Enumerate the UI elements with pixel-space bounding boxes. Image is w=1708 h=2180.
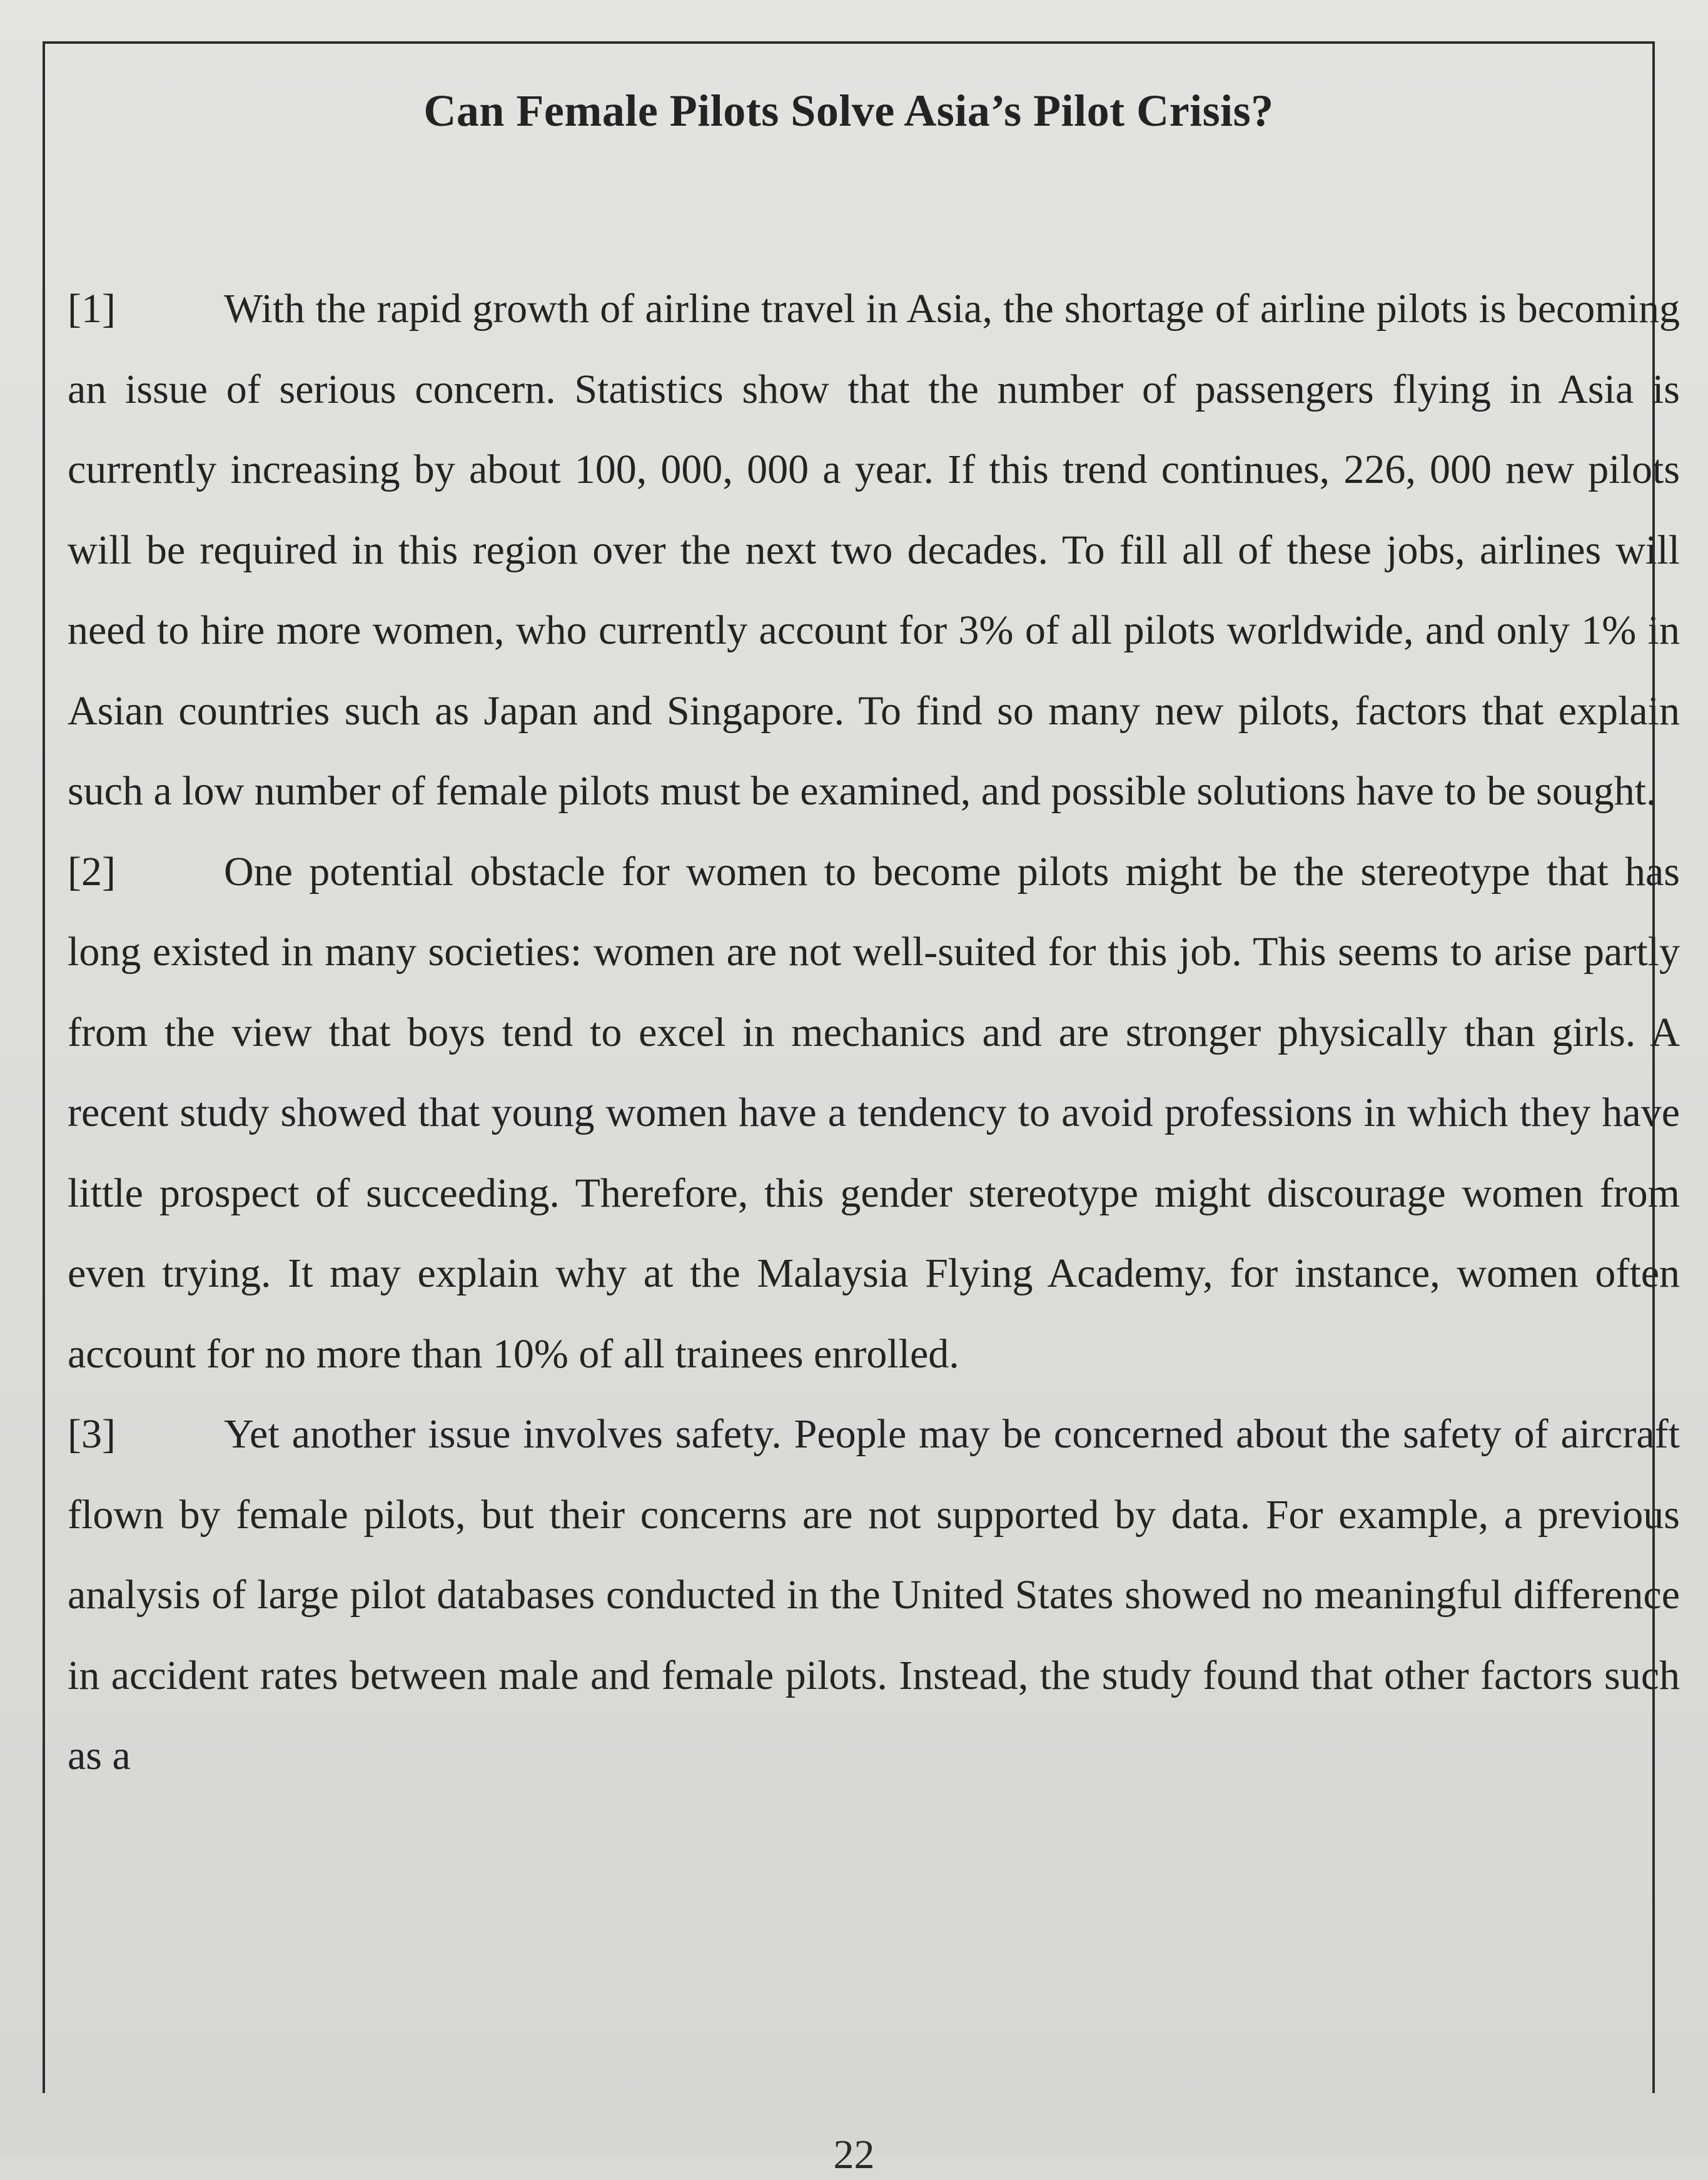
paragraph-text: One potential obstacle for women to become pilots might be the stereotype that has long existed in many societies: women are not well-suited for this job. This seems to arise partly from the view that boys tend to excel in mechanics and are stronger physically than girls. A recent study showed that young women have a tendency to avoid professions in which they have little prospect of succeeding. Therefore, this gender stereotype might discourage women from even trying. It may explain why at the Malaysia Flying Academy, for instance, women often account for no more than 10% of all trainees enrolled. bbox=[68, 848, 1680, 1377]
document-title: Can Female Pilots Solve Asia’s Pilot Crisis? bbox=[423, 86, 1274, 136]
paragraph-number: [3] bbox=[68, 1411, 116, 1457]
paragraph-number: [1] bbox=[68, 286, 116, 332]
paragraph-3 bbox=[68, 1394, 1680, 1797]
paragraph-2 bbox=[68, 832, 1680, 1395]
document-body bbox=[68, 269, 1680, 1797]
paragraph-text: With the rapid growth of airline travel in Asia, the shortage of airline pilots is becoming an issue of serious concern. Statistics show that the number of passengers flying in Asia is currently increasing by about 100, 000, 000 a year. If this trend continues, 226, 000 new pilots will be required in this region over the next two decades. To fill all of these jobs, airlines will need to hire more women, who currently account for 3% of all pilots worldwide, and only 1% in Asian countries such as Japan and Singapore. To find so many new pilots, factors that explain such a low number of female pilots must be examined, and possible solutions have to be sought. bbox=[68, 286, 1680, 814]
paragraph-text: Yet another issue involves safety. People may be concerned about the safety of aircraft flown by female pilots, but their concerns are not supported by data. For example, a previous analysis of large pilot databases conducted in the United States showed no meaningful difference in accident rates between male and female pilots. Instead, the study found that other factors such as a bbox=[68, 1411, 1680, 1778]
paragraph-1 bbox=[68, 269, 1680, 832]
paragraph-number: [2] bbox=[68, 848, 116, 895]
page-number: 22 bbox=[833, 2132, 875, 2177]
text-box-frame bbox=[43, 41, 1680, 2093]
